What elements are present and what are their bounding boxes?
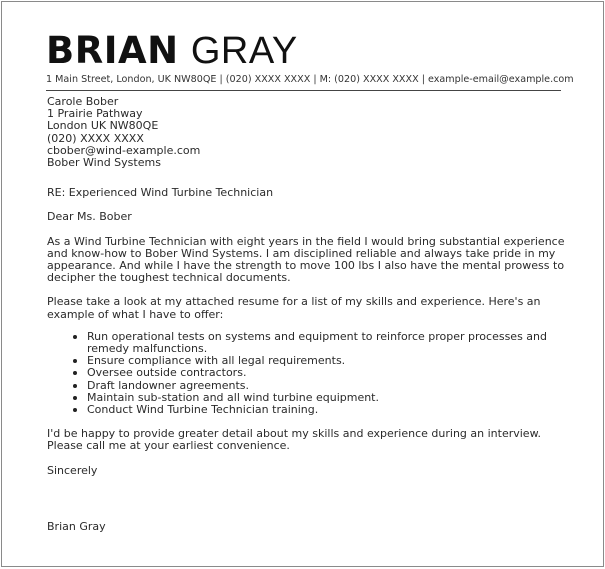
bullet-icon	[73, 408, 77, 412]
subject-line: RE: Experienced Wind Turbine Technician	[47, 186, 274, 200]
list-item: Maintain sub-station and all wind turbine equipment.	[47, 392, 557, 404]
paragraph-line: example of what I have to offer:	[47, 307, 224, 321]
bullet-icon	[73, 396, 77, 400]
paragraph-offer	[47, 296, 557, 320]
recipient-email: cbober@wind-example.com	[47, 143, 201, 157]
recipient-city: London UK NW80QE	[47, 119, 159, 133]
bullet-icon	[73, 359, 77, 363]
letter-body	[47, 95, 565, 533]
paragraph-closing	[47, 428, 557, 452]
recipient-name: Carole Bober	[47, 95, 119, 108]
list-item: Run operational tests on systems and equipment to reinforce proper processes and remedy malfunctions.	[47, 331, 557, 355]
signature-name: Brian Gray	[47, 519, 106, 533]
paragraph-line: Please call me at your earliest convenience.	[47, 439, 290, 453]
header-divider	[46, 90, 561, 91]
paragraph-line: As a Wind Turbine Technician with eight years in the field I would bring substantial experience	[47, 234, 565, 248]
list-item: Draft landowner agreements.	[47, 380, 557, 392]
closing: Sincerely	[47, 463, 98, 477]
paragraph-line: I'd be happy to provide greater detail about my skills and experience during an interview.	[47, 427, 542, 441]
list-item: Oversee outside contractors.	[47, 367, 557, 379]
bullet-icon	[73, 335, 77, 339]
recipient-address	[47, 96, 557, 169]
salutation: Dear Ms. Bober	[47, 210, 132, 224]
paragraph-line: and know-how to Bober Wind Systems. I am disciplined reliable and always take pride in my	[47, 246, 556, 260]
bullet-icon	[73, 384, 77, 388]
last-name: GRAY	[190, 30, 298, 72]
applicant-name	[46, 30, 566, 72]
list-item: Ensure compliance with all legal requirements.	[47, 355, 557, 367]
bullet-icon	[73, 371, 77, 375]
skills-list	[47, 331, 557, 416]
letter-page	[1, 1, 604, 567]
recipient-company: Bober Wind Systems	[47, 156, 161, 170]
paragraph-line: Please take a look at my attached resume for a list of my skills and experience. Here's an	[47, 295, 541, 309]
first-name: BRIAN	[46, 29, 179, 72]
paragraph-line: appearance. And while I have the strength to move 100 lbs I also have the mental prowess to	[47, 259, 565, 273]
paragraph-intro	[47, 234, 565, 285]
list-item: Conduct Wind Turbine Technician training.	[47, 404, 557, 416]
letterhead	[46, 29, 574, 91]
contact-line: 1 Main Street, London, UK NW80QE | (020) XXXX XXXX | M: (020) XXXX XXXX | example-email@example.com	[46, 74, 574, 85]
recipient-phone: (020) XXXX XXXX	[47, 131, 144, 145]
paragraph-line: decipher the toughest technical documents.	[47, 271, 291, 285]
recipient-street: 1 Prairie Pathway	[47, 107, 143, 121]
